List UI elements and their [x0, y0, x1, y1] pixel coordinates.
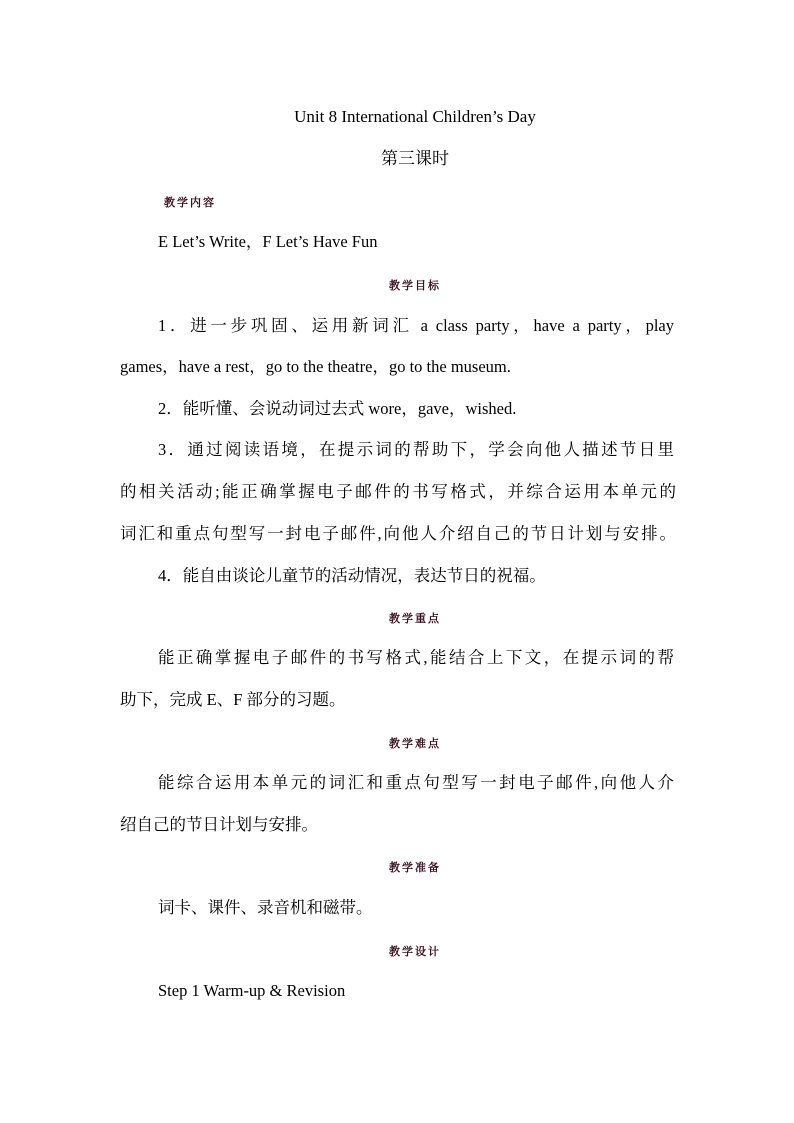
- section-badge-design: [0, 942, 794, 962]
- content-text: E Let’s Write，F Let’s Have Fun: [158, 232, 378, 251]
- section-badge-difficulty: [0, 734, 794, 754]
- goal-4: 4．能自由谈论儿童节的活动情况，表达节日的祝福。: [158, 566, 546, 585]
- lesson-subtitle: 第三课时: [381, 149, 449, 168]
- difficulty-line-2: 绍自己的节日计划与安排。: [120, 815, 318, 834]
- badge-label: 教学重点: [385, 611, 445, 627]
- section-badge-key: [0, 609, 794, 629]
- section-badge-goals: [0, 276, 794, 296]
- goal-3-line-2: 的相关活动;能正确掌握电子邮件的书写格式，并综合运用本单元的: [120, 482, 676, 501]
- section-badge-prep: [0, 858, 794, 878]
- badge-label: 教学内容: [160, 195, 220, 211]
- badge-label: 教学设计: [385, 944, 445, 960]
- step-1-heading: Step 1 Warm-up & Revision: [158, 981, 346, 1000]
- lesson-title: Unit 8 International Children’s Day: [294, 107, 536, 126]
- goal-3-line-1: 3．通过阅读语境，在提示词的帮助下，学会向他人描述节日里: [158, 440, 674, 459]
- section-badge-content: [160, 193, 220, 213]
- goal-1-line-2: games，have a rest，go to the theatre，go to the museum.: [120, 357, 511, 376]
- key-line-1: 能正确掌握电子邮件的书写格式,能结合上下文，在提示词的帮: [158, 648, 674, 667]
- key-line-2: 助下，完成 E、F 部分的习题。: [120, 690, 346, 709]
- prep-text: 词卡、课件、录音机和磁带。: [158, 898, 373, 917]
- badge-label: 教学准备: [385, 860, 445, 876]
- goal-2: 2．能听懂、会说动词过去式 wore，gave，wished.: [158, 399, 517, 418]
- goal-3-line-3: 词汇和重点句型写一封电子邮件,向他人介绍自己的节日计划与安排。: [120, 524, 676, 543]
- badge-label: 教学难点: [385, 736, 445, 752]
- badge-label: 教学目标: [385, 278, 445, 294]
- difficulty-line-1: 能综合运用本单元的词汇和重点句型写一封电子邮件,向他人介: [158, 773, 674, 792]
- goal-1-line-1: 1．进一步巩固、运用新词汇 a class party，have a party，play: [158, 316, 674, 335]
